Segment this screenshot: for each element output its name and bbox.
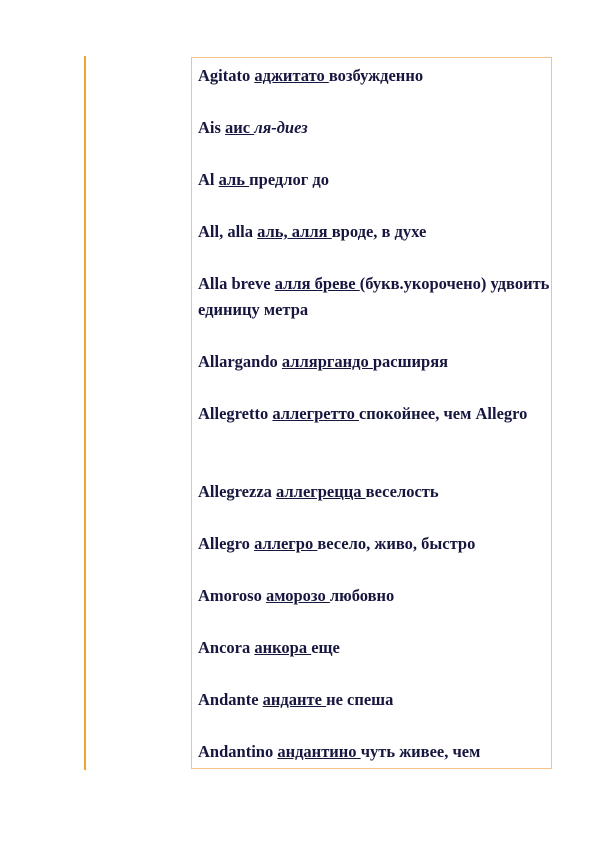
entry-meaning: не спеша [326,690,394,709]
glossary-box [191,57,552,769]
entry-term: Ais [198,118,221,137]
entry-meaning: предлог до [249,170,329,189]
glossary-entry [198,219,550,245]
entry-meaning: веселость [365,482,439,501]
entry-pronunciation: аллегретто [272,404,359,423]
entry-pronunciation: аллегро [254,534,318,553]
entry-term: Agitato [198,66,251,85]
glossary-entry [198,271,550,323]
margin-rule [84,56,86,770]
entry-pronunciation: аллегрецца [276,482,366,501]
entry-pronunciation: аджитато [254,66,329,85]
entry-term: Ancora [198,638,251,657]
glossary-entry [198,583,550,609]
entry-term: Andante [198,690,259,709]
entry-meaning: возбужденно [328,66,424,85]
glossary-entry [198,687,550,713]
glossary-entry [198,739,550,765]
glossary-entry [198,115,550,141]
entry-term: All, alla [198,222,254,241]
entry-meaning: ля-диез [254,118,308,137]
glossary-entry [198,531,550,557]
entry-pronunciation: алля бреве [274,274,360,293]
entry-term: Al [198,170,215,189]
entry-pronunciation: аис [225,118,255,137]
entry-meaning: чуть живее, чем [360,742,481,761]
glossary-entry [198,349,550,375]
entry-meaning: расширяя [372,352,449,371]
entry-term: Andantino [198,742,274,761]
glossary-entry [198,479,550,505]
entry-pronunciation: аморозо [265,586,330,605]
glossary-entry [198,635,550,661]
entry-pronunciation: аль [218,170,250,189]
glossary-entry [198,63,550,89]
entry-meaning: еще [311,638,340,657]
entry-term: Allargando [198,352,278,371]
entry-term: Allegrezza [198,482,272,501]
entry-meaning: вроде, в духе [331,222,427,241]
entry-term: Amoroso [198,586,262,605]
entry-term: Allegretto [198,404,269,423]
entry-term: Alla breve [198,274,271,293]
entry-pronunciation: анданте [262,690,327,709]
entry-pronunciation: алляргандо [281,352,373,371]
entry-meaning: любовно [329,586,395,605]
entry-pronunciation: андантино [277,742,361,761]
entry-meaning: весело, живо, быстро [317,534,476,553]
entry-term: Allegro [198,534,250,553]
entry-pronunciation: анкора [254,638,312,657]
glossary-entry [198,167,550,193]
entry-pronunciation: аль, алля [257,222,332,241]
entry-meaning: спокойнее, чем Allegro [358,404,528,423]
glossary-entry [198,401,550,427]
entry-meaning: (букв.укорочено) удвоить единицу метра [198,274,550,319]
